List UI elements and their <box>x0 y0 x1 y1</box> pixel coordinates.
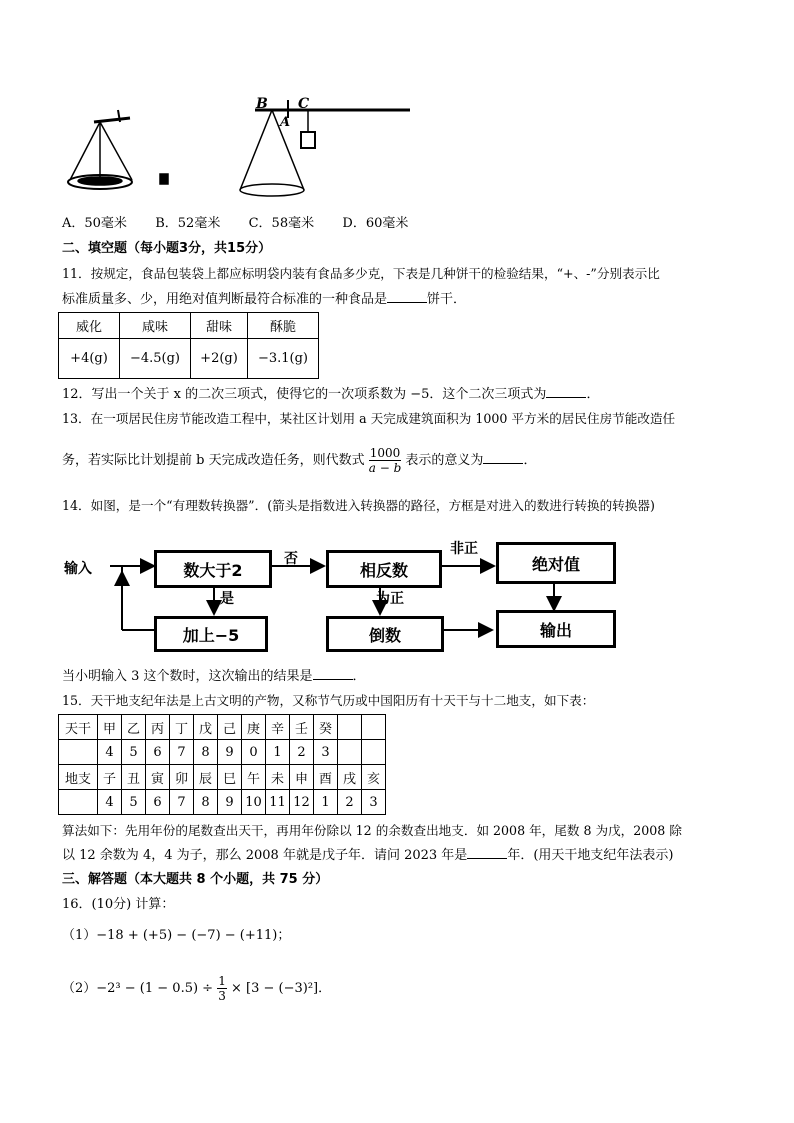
q13-frac-num: 1000 <box>369 446 401 460</box>
q15-cell: 未 <box>266 765 290 790</box>
q15-cell: 3 <box>314 740 338 765</box>
flow-is-positive-label: 为正 <box>376 591 404 607</box>
q11-value: −4.5(g) <box>120 339 191 379</box>
flow-yes-label: 是 <box>220 591 234 607</box>
answer-blank <box>387 290 427 303</box>
option-d: D．60毫米 <box>342 216 409 231</box>
q15-algo2 <box>62 846 673 865</box>
q15-cell: 丑 <box>122 765 146 790</box>
flow-box-output: 输出 <box>496 610 616 648</box>
section3-title: 三、解答题（本大题共 8 个小题，共 75 分） <box>62 872 329 887</box>
q13-line1: 13．在一项居民住房节能改造工程中，某社区计划用 a 天完成建筑面积为 1000 平方米的居民住房节能改造任 <box>62 411 676 426</box>
flow-input-label: 输入 <box>64 561 92 577</box>
q11-value: +4(g) <box>59 339 120 379</box>
q10-options <box>62 215 408 233</box>
q15-cell: 丁 <box>170 715 194 740</box>
answer-blank <box>313 667 353 680</box>
q13-fraction <box>369 446 402 475</box>
q15-cell: 3 <box>362 790 386 815</box>
q15-cell: 申 <box>290 765 314 790</box>
q15-cell: 子 <box>98 765 122 790</box>
flowchart <box>62 530 622 658</box>
q16-part1: （1）−18 + (+5) − (−7) − (+11)； <box>62 928 291 943</box>
q15-cell: 9 <box>218 740 242 765</box>
label-b: B <box>256 96 268 112</box>
q11-line1: 11．按规定，食品包装袋上都应标明袋内装有食品多少克，下表是几种饼干的检验结果，“+、-”分别表示比 <box>62 266 660 281</box>
q11-header: 咸味 <box>120 313 191 339</box>
flow-box-reciprocal: 倒数 <box>326 616 444 652</box>
q15-cell: 戌 <box>338 765 362 790</box>
q15-line1: 15．天干地支纪年法是上古文明的产物，又称节气历或中国阳历有十天干与十二地支，如下表： <box>62 693 595 708</box>
option-a: A．50毫米 <box>62 216 127 231</box>
flow-box-opposite: 相反数 <box>326 550 442 588</box>
q15-cell: 10 <box>242 790 266 815</box>
lever-cone-drawing <box>240 100 410 196</box>
option-b: B．52毫米 <box>155 216 221 231</box>
q16-frac-den: 3 <box>218 989 226 1003</box>
q16-part2-pre: （2）−2³ − (1 − 0.5) ÷ <box>62 981 214 996</box>
flow-box-greater-than-2: 数大于2 <box>154 550 272 588</box>
q13-frac-den: a − b <box>368 461 402 475</box>
q13-end: ． <box>523 453 537 468</box>
q14-answer <box>62 667 366 686</box>
q15-cell: 2 <box>338 790 362 815</box>
q15-cell: 巳 <box>218 765 242 790</box>
balance-scale-drawing <box>68 110 168 189</box>
q11-line2-pre: 标准质量多、少，用绝对值判断最符合标准的一种食品是 <box>62 292 388 307</box>
q15-cell <box>59 790 98 815</box>
q15-cell <box>362 740 386 765</box>
q15-cell <box>362 715 386 740</box>
q11-header: 甜味 <box>191 313 248 339</box>
flow-box-absolute: 绝对值 <box>496 542 616 584</box>
q15-cell: 9 <box>218 790 242 815</box>
option-c: C．58毫米 <box>248 216 315 231</box>
q11-line2 <box>62 290 466 309</box>
q11-line2-post: 饼干． <box>427 292 467 307</box>
q15-row-dizhi-nums <box>59 790 386 815</box>
q15-cell: 乙 <box>122 715 146 740</box>
q15-cell: 8 <box>194 790 218 815</box>
q15-cell <box>338 740 362 765</box>
q14-answer-post: ． <box>352 669 366 684</box>
q15-cell: 0 <box>242 740 266 765</box>
answer-blank <box>483 451 523 464</box>
q15-cell: 4 <box>98 740 122 765</box>
q15-cell: 辰 <box>194 765 218 790</box>
q11-value: −3.1(g) <box>248 339 319 379</box>
q13-line2-post: 表示的意义为 <box>405 453 484 468</box>
q15-algo1: 算法如下：先用年份的尾数查出天干，再用年份除以 12 的余数查出地支．如 2008 年，尾数 8 为戊，2008 除 <box>62 823 682 838</box>
q15-cell: 6 <box>146 790 170 815</box>
q15-cell: 6 <box>146 740 170 765</box>
q15-cell <box>338 715 362 740</box>
q14-line1: 14．如图，是一个“有理数转换器”．(箭头是指数进入转换器的路径，方框是对进入的数进行转换的转换器) <box>62 498 655 513</box>
q15-cell: 8 <box>194 740 218 765</box>
q15-cell: 丙 <box>146 715 170 740</box>
q11-table <box>58 312 319 379</box>
q15-row-tiangan-nums <box>59 740 386 765</box>
q15-cell: 己 <box>218 715 242 740</box>
flow-no-label: 否 <box>284 551 298 567</box>
q14-answer-pre: 当小明输入 3 这个数时，这次输出的结果是 <box>62 669 313 684</box>
answer-blank <box>467 846 507 859</box>
q16-part2 <box>62 972 331 1006</box>
q15-cell: 癸 <box>314 715 338 740</box>
q11-header: 威化 <box>59 313 120 339</box>
q16-part2-post: × [3 − (−3)²]． <box>231 981 332 996</box>
q15-cell: 酉 <box>314 765 338 790</box>
q15-cell: 庚 <box>242 715 266 740</box>
label-c: C <box>298 96 310 112</box>
q15-cell: 天干 <box>59 715 98 740</box>
q15-cell: 4 <box>98 790 122 815</box>
q16-title: 16．(10分) 计算： <box>62 897 175 912</box>
q15-cell: 11 <box>266 790 290 815</box>
section2-title: 二、填空题（每小题3分，共15分） <box>62 241 272 256</box>
q15-cell: 5 <box>122 790 146 815</box>
flow-not-positive-label: 非正 <box>450 541 478 557</box>
flow-box-add-minus5: 加上−5 <box>154 616 268 652</box>
q15-row-dizhi <box>59 765 386 790</box>
q15-cell: 卯 <box>170 765 194 790</box>
q15-cell: 亥 <box>362 765 386 790</box>
q15-cell: 2 <box>290 740 314 765</box>
q12-post: ． <box>586 387 600 402</box>
q15-cell: 12 <box>290 790 314 815</box>
q15-cell: 壬 <box>290 715 314 740</box>
q15-cell: 戊 <box>194 715 218 740</box>
q15-cell <box>59 740 98 765</box>
q13-line2-pre: 务，若实际比计划提前 b 天完成改造任务，则代数式 <box>62 453 365 468</box>
q15-algo2-pre: 以 12 余数为 4，4 为子，那么 2008 年就是戊子年．请问 2023 年是 <box>62 848 468 863</box>
answer-blank <box>546 385 586 398</box>
q15-cell: 1 <box>266 740 290 765</box>
q12-pre: 12．写出一个关于 x 的二次三项式，使得它的一次项系数为 −5．这个二次三项式为 <box>62 387 547 402</box>
q15-algo2-post: 年．(用天干地支纪年法表示) <box>507 848 674 863</box>
q16-frac-num: 1 <box>218 974 226 988</box>
q15-cell: 辛 <box>266 715 290 740</box>
q15-cell: 地支 <box>59 765 98 790</box>
q15-cell: 1 <box>314 790 338 815</box>
q11-value: +2(g) <box>191 339 248 379</box>
q15-row-tiangan <box>59 715 386 740</box>
q15-cell: 甲 <box>98 715 122 740</box>
q15-cell: 7 <box>170 790 194 815</box>
q15-table <box>58 714 386 815</box>
q16-fraction <box>217 974 227 1003</box>
q11-header: 酥脆 <box>248 313 319 339</box>
q15-cell: 午 <box>242 765 266 790</box>
q15-cell: 寅 <box>146 765 170 790</box>
q13-line2 <box>62 444 536 478</box>
q15-cell: 7 <box>170 740 194 765</box>
label-a: A <box>280 115 291 130</box>
q12 <box>62 385 599 404</box>
top-figure <box>60 92 420 204</box>
q15-cell: 5 <box>122 740 146 765</box>
